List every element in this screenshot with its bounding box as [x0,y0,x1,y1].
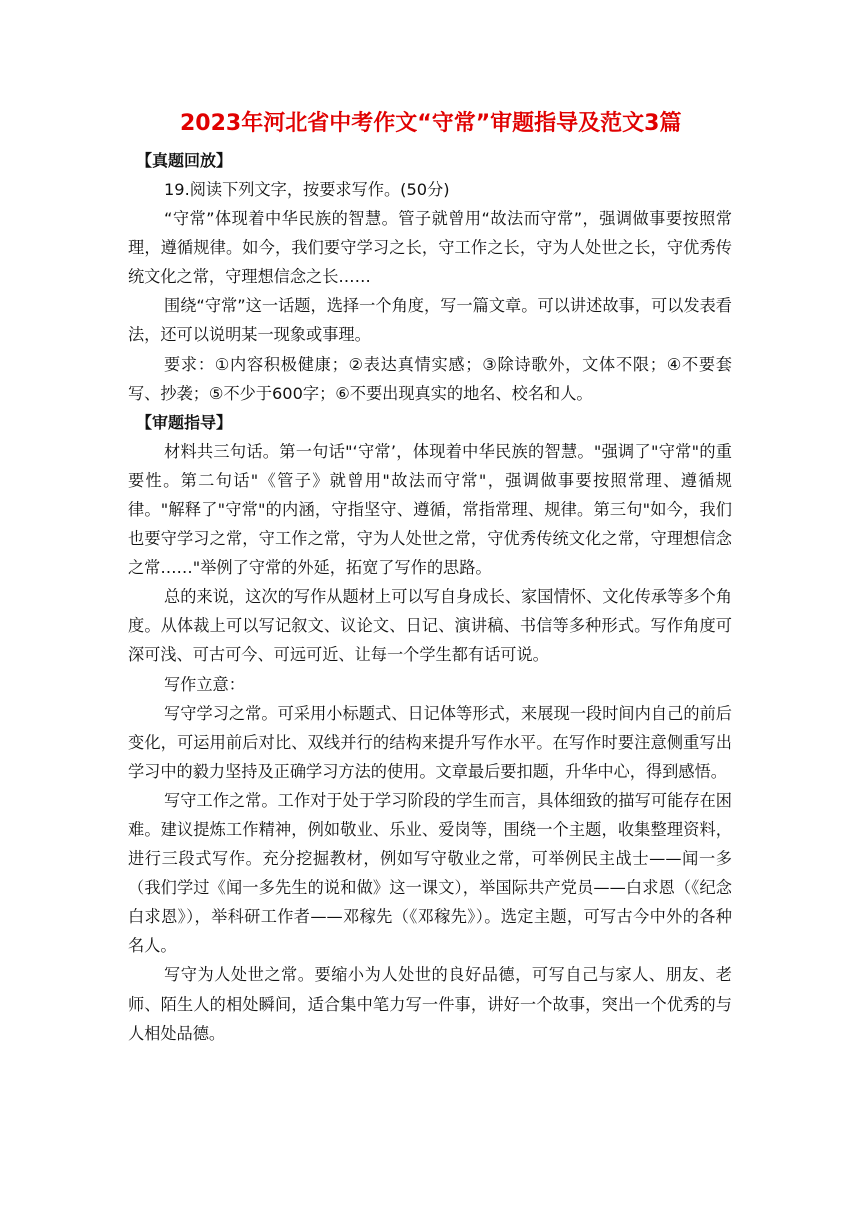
section-heading-exam-review: 【真题回放】 [136,151,233,170]
document-title: 2023年河北省中考作文“守常”审题指导及范文3篇 [180,111,682,136]
document-body [128,108,732,1048]
intent-paragraph-work: 写守工作之常。工作对于处于学习阶段的学生而言，具体细致的描写可能存在困难。建议提炼工作精神，例如敬业、乐业、爱岗等，围绕一个主题，收集整理资料，进行三段式写作。充分挖掘教材，例如写守敬业之常，可举例民主战士——闻一多（我们学过《闻一多先生的说和做》这一课文），举国际共产党员——白求恩（《纪念白求恩》），举科研工作者——邓稼先（《邓稼先》）。选定主题，可写古今中外的各种名人。 [128,790,732,956]
prompt-paragraph-2: 围绕“守常”这一话题，选择一个角度，写一篇文章。可以讲述故事，可以发表看法，还可以说明某一现象或事理。 [128,296,732,345]
question-line: 19.阅读下列文字，按要求写作。(50分) [164,180,450,199]
requirements-paragraph: 要求：①内容积极健康；②表达真情实感；③除诗歌外，文体不限；④不要套写、抄袭；⑤不少于600字；⑥不要出现真实的地名、校名和人。 [128,354,732,403]
prompt-paragraph-1: “守常”体现着中华民族的智慧。管子就曾用“故法而守常”，强调做事要按照常理，遵循规律。如今，我们要守学习之长，守工作之长，守为人处世之长，守优秀传统文化之常，守理想信念之长…… [128,209,732,287]
intent-label: 写作立意： [164,674,245,694]
section-heading-guidance: 【审题指导】 [136,412,233,432]
intent-paragraph-study: 写守学习之常。可采用小标题式、日记体等形式，来展现一段时间内自己的前后变化，可运用前后对比、双线并行的结构来提升写作水平。在写作时要注意侧重写出学习中的毅力坚持及正确学习方法的使用。文章最后要扣题，升华中心，得到感悟。 [128,703,732,781]
intent-paragraph-conduct: 写守为人处世之常。要缩小为人处世的良好品德，可写自己与家人、朋友、老师、陌生人的相处瞬间，适合集中笔力写一件事，讲好一个故事，突出一个优秀的与人相处品德。 [128,965,732,1043]
analysis-paragraph-2: 总的来说，这次的写作从题材上可以写自身成长、家国情怀、文化传承等多个角度。从体裁上可以写记叙文、议论文、日记、演讲稿、书信等多种形式。写作角度可深可浅、可古可今、可远可近、让每一个学生都有话可说。 [128,587,732,665]
analysis-paragraph-1: 材料共三句话。第一句话"‘守常’，体现着中华民族的智慧。"强调了"守常"的重要性。第二句话"《管子》就曾用"故法而守常"，强调做事要按照常理、遵循规律。"解释了"守常"的内涵，守指坚守、遵循，常指常理、规律。第三句"如今，我们也要守学习之常，守工作之常，守为人处世之常，守优秀传统文化之常，守理想信念之常……"举例了守常的外延，拓宽了写作的思路。 [128,441,732,578]
